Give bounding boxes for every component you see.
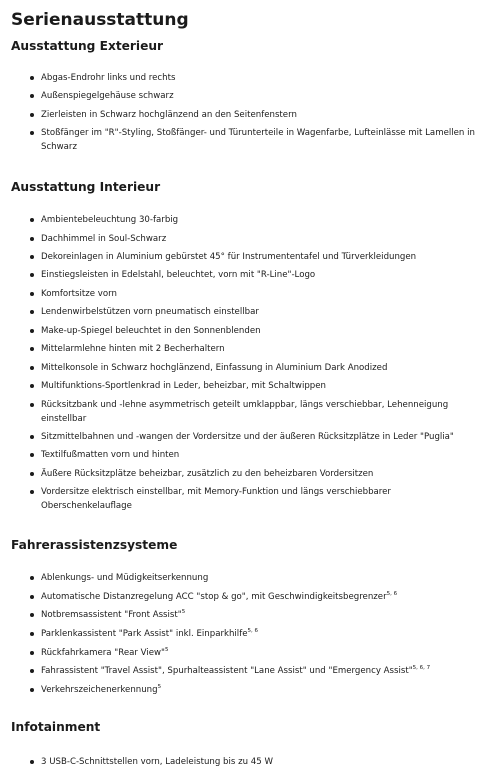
list-item-text: Notbremsassistent "Front Assist" — [41, 610, 182, 621]
bullet-icon — [30, 310, 34, 314]
list-item-text: Rückfahrkamera "Rear View" — [41, 647, 165, 658]
list-item — [11, 590, 481, 604]
list-item-text: 3 USB-C-Schnittstellen vorn, Ladeleistung bis zu 45 W — [41, 756, 273, 767]
bullet-icon — [30, 632, 34, 636]
list-item — [11, 287, 481, 301]
list-item-text: Komfortsitze vorn — [41, 288, 117, 299]
list-item — [11, 213, 481, 227]
bullet-icon — [30, 76, 34, 80]
list-item — [11, 108, 481, 122]
bullet-icon — [30, 384, 34, 388]
infotainment-list — [11, 755, 481, 769]
bullet-icon — [30, 651, 34, 655]
bullet-icon — [30, 255, 34, 259]
list-item — [11, 305, 481, 319]
list-item-text: Ambientebeleuchtung 30-farbig — [41, 215, 179, 226]
list-item-text: Textilfußmatten vorn und hinten — [41, 450, 180, 461]
bullet-icon — [30, 472, 34, 476]
bullet-icon — [30, 403, 34, 407]
bullet-icon — [30, 366, 34, 370]
section-title-exterieur: Ausstattung Exterieur — [11, 39, 164, 53]
section-title-infotainment: Infotainment — [11, 719, 101, 734]
list-item-text: Automatische Distanzregelung ACC "stop & go", mit Geschwindigkeitsbegrenzer — [41, 591, 387, 602]
footnote-ref: 5 — [181, 609, 186, 616]
list-item-text: Einstiegsleisten in Edelstahl, beleuchtet, vorn mit "R-Line"-Logo — [41, 270, 316, 281]
list-item-text: Dachhimmel in Soul-Schwarz — [41, 233, 167, 244]
list-item — [11, 571, 481, 585]
list-item-text: Make-up-Spiegel beleuchtet in den Sonnenblenden — [41, 325, 261, 336]
list-item — [11, 467, 481, 481]
list-item — [11, 89, 481, 103]
bullet-icon — [30, 435, 34, 439]
bullet-icon — [30, 760, 34, 764]
bullet-icon — [30, 237, 34, 241]
list-item — [11, 126, 481, 154]
list-item — [11, 755, 481, 769]
list-item-text: Fahrassistent "Travel Assist", Spurhalteassistent "Lane Assist" und "Emergency Assist" — [41, 666, 413, 677]
bullet-icon — [30, 329, 34, 333]
bullet-icon — [30, 613, 34, 617]
list-item-text: Mittelarmlehne hinten mit 2 Becherhaltern — [41, 344, 225, 355]
footnote-ref: 5 — [157, 683, 162, 690]
list-item — [11, 608, 481, 622]
list-item-text: Vordersitze elektrisch einstellbar, mit Memory-Funktion und längs verschiebbarer Oberschenkelauflage — [41, 487, 391, 512]
list-item — [11, 646, 481, 660]
list-item-text: Stoßfänger im "R"-Styling, Stoßfänger- und Türunterteile in Wagenfarbe, Lufteinlässe mit Lamellen in Schwarz — [41, 128, 475, 153]
bullet-icon — [30, 347, 34, 351]
list-item — [11, 627, 481, 641]
list-item — [11, 664, 481, 678]
bullet-icon — [30, 273, 34, 277]
interieur-list — [11, 213, 481, 513]
section-title-interieur: Ausstattung Interieur — [11, 180, 161, 195]
list-item-text: Mittelkonsole in Schwarz hochglänzend, Einfassung in Aluminium Dark Anodized — [41, 362, 388, 373]
footnote-ref: 5, 6 — [247, 628, 259, 635]
list-item — [11, 683, 481, 697]
list-item-text: Parklenkassistent "Park Assist" inkl. Einparkhilfe — [41, 629, 248, 640]
list-item-text: Ablenkungs- und Müdigkeitserkennung — [41, 573, 209, 584]
list-item — [11, 342, 481, 356]
footnote-ref: 5 — [165, 646, 169, 653]
section-title-fahrerassistenzsysteme: Fahrerassistenzsysteme — [11, 538, 178, 553]
bullet-icon — [30, 453, 34, 457]
list-item-text: Dekoreinlagen in Aluminium gebürstet 45° für Instrumententafel und Türverkleidungen — [41, 252, 417, 263]
page-title: Serienausstattung — [11, 10, 189, 30]
list-item-text: Rücksitzbank und -lehne asymmetrisch geteilt umklappbar, längs verschiebbar, Lehenneigung einstellbar — [41, 399, 449, 424]
list-item-text: Verkehrszeichenerkennung — [41, 684, 158, 695]
list-item — [11, 232, 481, 246]
list-item — [11, 448, 481, 462]
bullet-icon — [30, 131, 34, 135]
bullet-icon — [30, 490, 34, 494]
list-item — [11, 361, 481, 375]
list-item — [11, 71, 481, 85]
bullet-icon — [30, 669, 34, 673]
bullet-icon — [30, 576, 34, 580]
list-item-text: Äußere Rücksitzplätze beheizbar, zusätzlich zu den beheizbaren Vordersitzen — [41, 468, 374, 479]
list-item — [11, 268, 481, 282]
bullet-icon — [30, 94, 34, 98]
list-item — [11, 398, 481, 426]
list-item-text: Lendenwirbelstützen vorn pneumatisch einstellbar — [41, 307, 259, 318]
list-item-text: Außenspiegelgehäuse schwarz — [41, 91, 174, 102]
bullet-icon — [30, 595, 34, 599]
list-item — [11, 485, 481, 513]
bullet-icon — [30, 688, 34, 692]
list-item — [11, 430, 481, 444]
list-item-text: Sitzmittelbahnen und -wangen der Vordersitze und der äußeren Rücksitzplätze in Leder "Puglia" — [41, 431, 454, 442]
list-item — [11, 379, 481, 393]
list-item-text: Multifunktions-Sportlenkrad in Leder, beheizbar, mit Schaltwippen — [41, 381, 326, 392]
fahrerassistenz-list — [11, 571, 481, 697]
list-item — [11, 250, 481, 264]
list-item-text: Zierleisten in Schwarz hochglänzend an den Seitenfenstern — [41, 109, 297, 120]
bullet-icon — [30, 292, 34, 296]
footnote-ref: 5, 6, 7 — [412, 665, 431, 672]
list-item-text: Abgas-Endrohr links und rechts — [41, 73, 176, 83]
list-item — [11, 324, 481, 338]
footnote-ref: 5, 6 — [386, 590, 398, 597]
bullet-icon — [30, 113, 34, 117]
bullet-icon — [30, 218, 34, 222]
exterieur-list — [11, 71, 481, 154]
